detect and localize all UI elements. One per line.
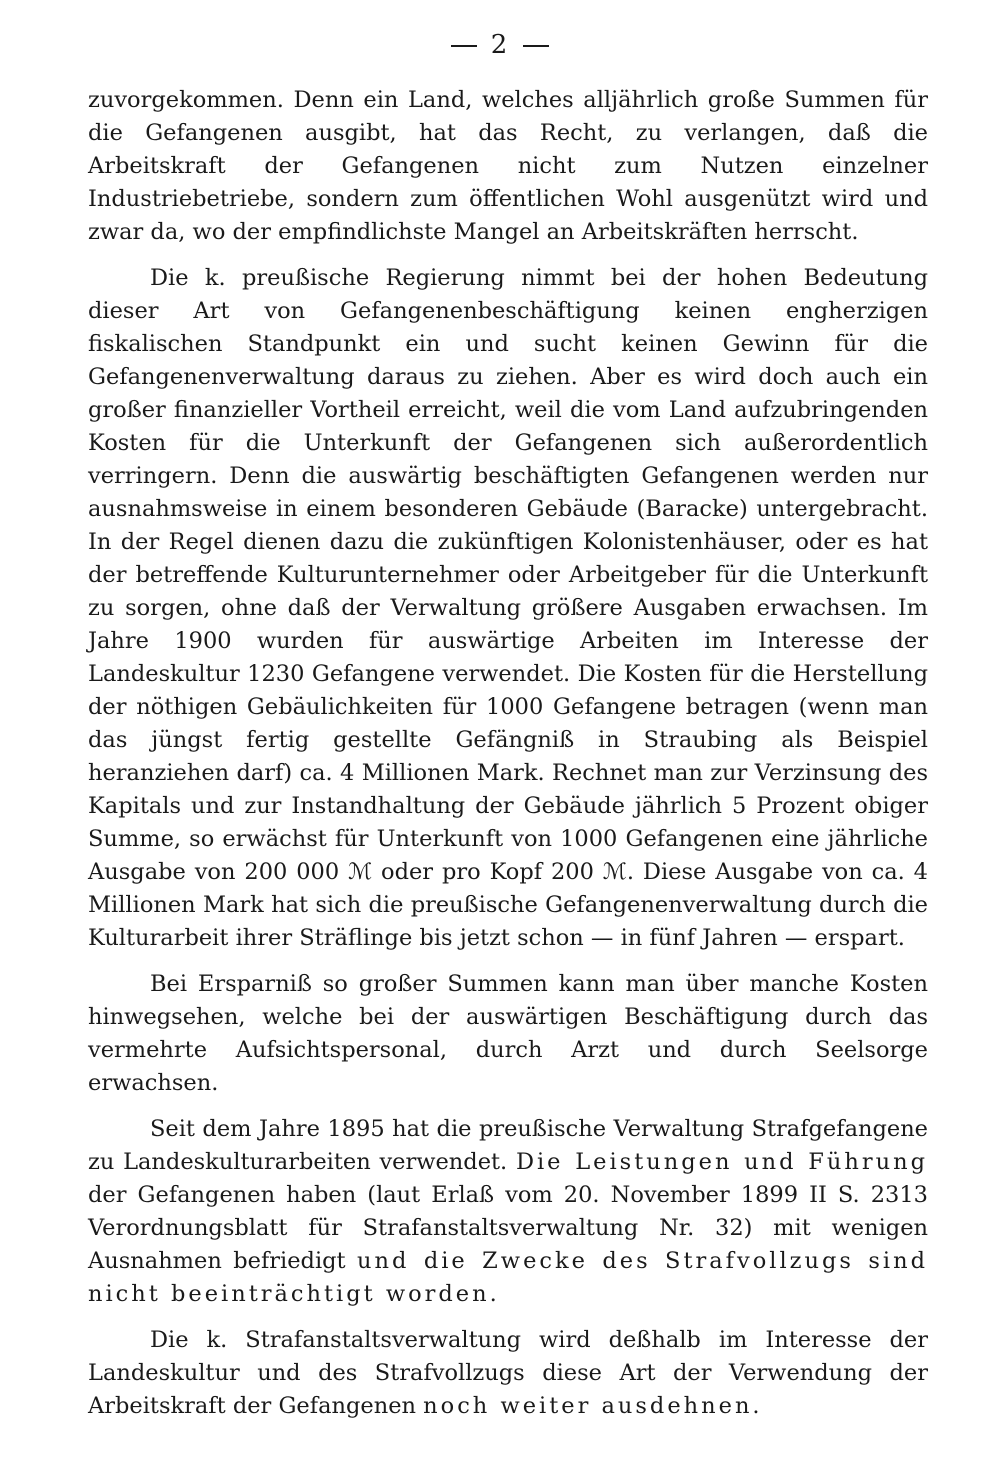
paragraph-4-text-a: Seit dem Jahre 1895 hat die preußische Verwaltung Strafgefangene zu Landeskulturarbeiten verwendet. (88, 1116, 928, 1175)
page-number-value: 2 (490, 30, 510, 60)
paragraph-4-spaced-b: und die Zwecke des Strafvollzugs sind nicht beeinträchtigt worden. (88, 1248, 928, 1307)
paragraph-4 (88, 1113, 928, 1311)
page-number-dash-left (451, 45, 477, 47)
paragraph-4-spaced-a: Die Leistungen und Führung (515, 1149, 929, 1175)
paragraph-5 (88, 1324, 928, 1423)
paragraph-2: Die k. preußische Regierung nimmt bei der hohen Bedeutung dieser Art von Gefangenenbeschäftigung keinen engherzigen fiskalischen Standpunkt ein und sucht keinen Gewinn für die Gefangenenverwaltung daraus zu ziehen. Aber es wird doch auch ein großer finanzieller Vortheil erreicht, weil die vom Land aufzubringenden Kosten für die Unterkunft der Gefangenen sich außerordentlich verringern. Denn die auswärtig beschäftigten Gefangenen werden nur ausnahmsweise in einem besonderen Gebäude (Baracke) untergebracht. In der Regel dienen dazu die zukünftigen Kolonistenhäuser, oder es hat der betreffende Kulturunternehmer oder Arbeitgeber für die Unterkunft zu sorgen, ohne daß der Verwaltung größere Ausgaben erwachsen. Im Jahre 1900 wurden für auswärtige Arbeiten im Interesse der Landeskultur 1230 Gefangene verwendet. Die Kosten für die Herstellung der nöthigen Gebäulichkeiten für 1000 Gefangene betragen (wenn man das jüngst fertig gestellte Gefängniß in Straubing als Beispiel heranziehen darf) ca. 4 Millionen Mark. Rechnet man zur Verzinsung des Kapitals und zur Instandhaltung der Gebäude jährlich 5 Prozent obiger Summe, so erwächst für Unterkunft von 1000 Gefangenen eine jährliche Ausgabe von 200 000 ℳ oder pro Kopf 200 ℳ. Diese Ausgabe von ca. 4 Millionen Mark hat sich die preußische Gefangenenverwaltung durch die Kulturarbeit ihrer Sträflinge bis jetzt schon — in fünf Jahren — erspart. (88, 265, 928, 951)
page-number-dash-right (523, 45, 549, 47)
page-number (0, 30, 1000, 60)
paragraph-5-spaced: noch weiter ausdehnen. (423, 1393, 763, 1419)
body-text (88, 84, 928, 1436)
paragraph-1: zuvorgekommen. Denn ein Land, welches alljährlich große Summen für die Gefangenen ausgibt, hat das Recht, zu verlangen, daß die Arbeitskraft der Gefangenen nicht zum Nutzen einzelner Industriebetriebe, sondern zum öffentlichen Wohl ausgenützt wird und zwar da, wo der empfindlichste Mangel an Arbeitskräften herrscht. (88, 87, 928, 245)
paragraph-4-text-b: der Gefangenen haben (laut Erlaß vom 20. November 1899 II S. 2313 Verordnungsblatt für Strafanstaltsverwaltung Nr. 32) mit wenigen Ausnahmen befriedigt (88, 1182, 928, 1274)
paragraph-3: Bei Ersparniß so großer Summen kann man über manche Kosten hinwegsehen, welche bei der auswärtigen Beschäftigung durch das vermehrte Aufsichtspersonal, durch Arzt und durch Seelsorge erwachsen. (88, 971, 928, 1096)
paragraph-5-text: Die k. Strafanstaltsverwaltung wird deßhalb im Interesse der Landeskultur und des Strafvollzugs diese Art der Verwendung der Arbeitskraft der Gefangenen (88, 1327, 928, 1419)
